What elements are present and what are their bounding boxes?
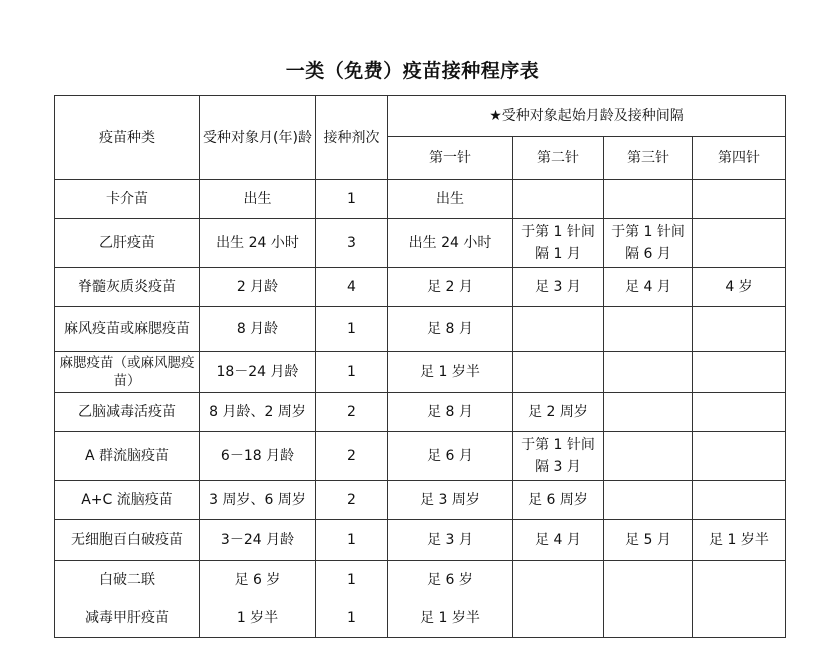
dose-4 xyxy=(693,180,786,219)
vaccine-name: 乙脑减毒活疫苗 xyxy=(55,393,200,432)
target-age: 足 6 岁 xyxy=(200,561,316,600)
document-title: 一类（免费）疫苗接种程序表 xyxy=(285,60,540,82)
header-interval-group: ★受种对象起始月龄及接种间隔 xyxy=(388,96,786,137)
dose-1: 足 8 月 xyxy=(388,307,513,352)
table-row xyxy=(55,599,786,638)
dose-1: 出生 xyxy=(388,180,513,219)
header-dose-1: 第一针 xyxy=(388,137,513,180)
vaccine-name: 脊髓灰质炎疫苗 xyxy=(55,268,200,307)
dose-2 xyxy=(513,599,604,638)
dose-4 xyxy=(693,307,786,352)
header-dose-4: 第四针 xyxy=(693,137,786,180)
header-vaccine-type: 疫苗种类 xyxy=(55,96,200,180)
vaccine-name: 麻腮疫苗（或麻风腮疫苗） xyxy=(55,352,200,393)
dose-4 xyxy=(693,352,786,393)
table-row xyxy=(55,393,786,432)
dose-1: 足 6 月 xyxy=(388,432,513,481)
dose-3 xyxy=(604,599,693,638)
dose-1: 足 6 岁 xyxy=(388,561,513,600)
vaccine-schedule-table xyxy=(54,95,786,638)
dose-count: 1 xyxy=(316,352,388,393)
dose-count: 4 xyxy=(316,268,388,307)
dose-2: 足 6 周岁 xyxy=(513,481,604,520)
dose-2 xyxy=(513,180,604,219)
vaccine-name: 卡介苗 xyxy=(55,180,200,219)
dose-count: 2 xyxy=(316,393,388,432)
table-row xyxy=(55,180,786,219)
dose-4 xyxy=(693,432,786,481)
table-row xyxy=(55,432,786,481)
target-age: 8 月龄、2 周岁 xyxy=(200,393,316,432)
header-dose-3: 第三针 xyxy=(604,137,693,180)
dose-2: 于第 1 针间隔 1 月 xyxy=(513,219,604,268)
header-dose-2: 第二针 xyxy=(513,137,604,180)
dose-3: 足 4 月 xyxy=(604,268,693,307)
dose-count: 2 xyxy=(316,481,388,520)
target-age: 出生 24 小时 xyxy=(200,219,316,268)
dose-2 xyxy=(513,307,604,352)
dose-2 xyxy=(513,561,604,600)
dose-1: 出生 24 小时 xyxy=(388,219,513,268)
dose-3 xyxy=(604,307,693,352)
dose-1: 足 3 月 xyxy=(388,520,513,561)
dose-2: 足 3 月 xyxy=(513,268,604,307)
vaccine-name: A 群流脑疫苗 xyxy=(55,432,200,481)
target-age: 8 月龄 xyxy=(200,307,316,352)
dose-3: 于第 1 针间隔 6 月 xyxy=(604,219,693,268)
header-doses: 接种剂次 xyxy=(316,96,388,180)
target-age: 18－24 月龄 xyxy=(200,352,316,393)
dose-4 xyxy=(693,393,786,432)
vaccine-name: 麻风疫苗或麻腮疫苗 xyxy=(55,307,200,352)
dose-count: 1 xyxy=(316,520,388,561)
vaccine-name: 白破二联 xyxy=(55,561,200,600)
dose-count: 2 xyxy=(316,432,388,481)
dose-count: 1 xyxy=(316,599,388,638)
dose-4: 4 岁 xyxy=(693,268,786,307)
dose-3 xyxy=(604,561,693,600)
target-age: 出生 xyxy=(200,180,316,219)
dose-1: 足 1 岁半 xyxy=(388,352,513,393)
dose-count: 3 xyxy=(316,219,388,268)
vaccine-name: 减毒甲肝疫苗 xyxy=(55,599,200,638)
table-row xyxy=(55,268,786,307)
dose-2: 足 4 月 xyxy=(513,520,604,561)
dose-1: 足 3 周岁 xyxy=(388,481,513,520)
vaccine-name: A+C 流脑疫苗 xyxy=(55,481,200,520)
dose-2: 足 2 周岁 xyxy=(513,393,604,432)
target-age: 1 岁半 xyxy=(200,599,316,638)
table-row xyxy=(55,307,786,352)
dose-count: 1 xyxy=(316,180,388,219)
table-row xyxy=(55,561,786,600)
dose-4 xyxy=(693,561,786,600)
table-row xyxy=(55,481,786,520)
dose-4 xyxy=(693,219,786,268)
dose-3 xyxy=(604,352,693,393)
dose-3 xyxy=(604,180,693,219)
dose-count: 1 xyxy=(316,307,388,352)
dose-3 xyxy=(604,481,693,520)
dose-count: 1 xyxy=(316,561,388,600)
header-row-1 xyxy=(55,96,786,137)
target-age: 6－18 月龄 xyxy=(200,432,316,481)
table-row xyxy=(55,219,786,268)
table-row xyxy=(55,352,786,393)
dose-3: 足 5 月 xyxy=(604,520,693,561)
dose-1: 足 1 岁半 xyxy=(388,599,513,638)
target-age: 2 月龄 xyxy=(200,268,316,307)
vaccine-name: 乙肝疫苗 xyxy=(55,219,200,268)
target-age: 3－24 月龄 xyxy=(200,520,316,561)
dose-2 xyxy=(513,352,604,393)
target-age: 3 周岁、6 周岁 xyxy=(200,481,316,520)
dose-3 xyxy=(604,393,693,432)
dose-4: 足 1 岁半 xyxy=(693,520,786,561)
dose-2: 于第 1 针间隔 3 月 xyxy=(513,432,604,481)
header-target-age: 受种对象月(年)龄 xyxy=(200,96,316,180)
dose-4 xyxy=(693,481,786,520)
dose-1: 足 2 月 xyxy=(388,268,513,307)
dose-4 xyxy=(693,599,786,638)
dose-1: 足 8 月 xyxy=(388,393,513,432)
table-row xyxy=(55,520,786,561)
dose-3 xyxy=(604,432,693,481)
vaccine-name: 无细胞百白破疫苗 xyxy=(55,520,200,561)
